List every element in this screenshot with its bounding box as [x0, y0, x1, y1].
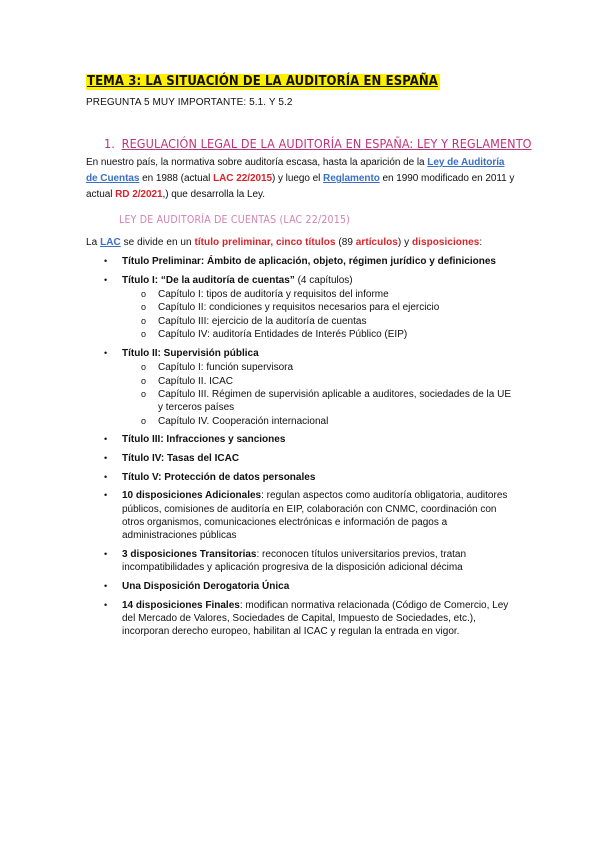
lac-structure-list [86, 255, 516, 644]
intro-paragraph [86, 155, 516, 203]
sub-list-item [86, 361, 516, 374]
lac-text: La [86, 237, 101, 248]
lac-text: ) y [397, 237, 413, 248]
item-derogatoria: Una Disposición Derogatoria Única [122, 581, 290, 593]
item-titulo-preliminar: Título Preliminar: Ámbito de aplicación, objeto, régimen jurídico y definiciones [122, 256, 496, 267]
circle-bullet-icon: o [141, 329, 147, 340]
link-lac[interactable]: LAC [100, 237, 121, 248]
bullet-icon: • [104, 274, 108, 285]
item-note: (4 capítulos) [294, 274, 353, 286]
sub-list-item [86, 415, 516, 428]
subtitle-note: PREGUNTA 5 MUY IMPORTANTE: 5.1. Y 5.2 [86, 97, 293, 108]
list-item [86, 255, 516, 268]
list-item [86, 433, 516, 446]
sub-list [122, 288, 516, 342]
item-transitorias-label: 3 disposiciones Transitorias [122, 549, 257, 561]
lac-highlight-titulos: título preliminar, cinco títulos [194, 237, 336, 248]
intro-text: En nuestro país, la normativa sobre auditoría escasa, hasta la aparición de la [86, 157, 428, 168]
lac-reference: LAC 22/2015 [213, 173, 272, 184]
item-titulo-v: Título V: Protección de datos personales [122, 471, 316, 483]
item-titulo-iv: Título IV: Tasas del ICAC [122, 453, 240, 465]
item-finales-text: : modifican normativa relacionada (Código de Comercio, Ley del Mercado de Valores, Sociedades de Capital, Impuesto de Sociedades, etc.), incorporan derecho europeo, habilitan al ICAC y regulan la entrada en vigor. [122, 599, 509, 638]
bullet-icon: • [104, 490, 108, 501]
sub-item-text: Capítulo II: condiciones y requisitos necesarios para el ejercicio [158, 302, 440, 314]
sub-item-text: Capítulo I: función supervisora [158, 362, 294, 374]
link-reglamento[interactable]: Reglamento [323, 173, 380, 184]
rd-reference: RD 2/2021 [115, 189, 163, 200]
item-adicionales-label: 10 disposiciones Adicionales [122, 490, 262, 502]
subsection-heading-lac: LEY DE AUDITORÍA DE CUENTAS (LAC 22/2015) [119, 214, 351, 226]
intro-text: ) y luego el [272, 173, 324, 184]
sub-item-text: Capítulo IV. Cooperación internacional [158, 415, 329, 427]
list-item [86, 471, 516, 484]
bullet-icon: • [104, 471, 108, 482]
intro-text: ,) que desarrolla la Ley. [162, 189, 265, 200]
lac-highlight-articulos: artículos [355, 237, 398, 248]
sub-item-text: Capítulo III: ejercicio de la auditoría de cuentas [158, 315, 367, 327]
section-number: 1. [104, 136, 115, 151]
circle-bullet-icon: o [141, 375, 147, 386]
item-transitorias-text: : reconocen títulos universitarios previos, tratan incompatibilidades y aplicación progresiva de la disposición adicional décima [122, 549, 467, 574]
sub-item-text: Capítulo IV: auditoría Entidades de Interés Público (EIP) [158, 329, 408, 341]
document-title [86, 74, 440, 89]
section-heading-text: REGULACIÓN LEGAL DE LA AUDITORÍA EN ESPAÑA: LEY Y REGLAMENTO [121, 136, 532, 151]
list-item [86, 599, 516, 639]
list-item [86, 548, 516, 575]
item-titulo-iii: Título III: Infracciones y sanciones [122, 434, 286, 446]
circle-bullet-icon: o [141, 315, 147, 326]
item-adicionales-text: : regulan aspectos como auditoría obligatoria, auditores públicos, comisiones de auditoría en EIP, colaboración con CNMC, coordinación con otros organismos, comunicaciones electrónicas e información de pagos a administraciones públicas [122, 490, 508, 542]
item-finales-label: 14 disposiciones Finales [122, 599, 240, 611]
sub-list [122, 361, 516, 428]
sub-item-text: Capítulo III. Régimen de supervisión aplicable a auditores, sociedades de la UE y terceros países [158, 389, 511, 414]
list-item [86, 347, 516, 428]
sub-list-item [86, 315, 516, 328]
item-titulo-ii: Título II: Supervisión pública [122, 347, 259, 359]
sub-item-text: Capítulo I: tipos de auditoría y requisitos del informe [158, 289, 389, 300]
lac-text: se divide en un [120, 237, 195, 248]
list-item [86, 452, 516, 465]
circle-bullet-icon: o [141, 389, 147, 400]
sub-list-item [86, 288, 516, 301]
lac-structure-line [86, 237, 482, 248]
circle-bullet-icon: o [141, 362, 147, 373]
link-ley-auditoria[interactable]: Ley de Auditoría de Cuentas [86, 157, 505, 184]
lac-text: (89 [335, 237, 356, 248]
section-heading-regulacion [104, 136, 532, 151]
lac-highlight-disposiciones: disposiciones [412, 237, 480, 248]
bullet-icon: • [104, 581, 108, 592]
bullet-icon: • [104, 347, 108, 358]
intro-text: en 1988 (actual [139, 173, 214, 184]
lac-text: : [479, 237, 483, 248]
bullet-icon: • [104, 599, 108, 610]
circle-bullet-icon: o [141, 302, 147, 313]
list-item [86, 580, 516, 593]
circle-bullet-icon: o [141, 415, 147, 426]
sub-list-item [86, 301, 516, 314]
sub-list-item [86, 388, 516, 415]
circle-bullet-icon: o [141, 289, 147, 299]
sub-item-text: Capítulo II. ICAC [158, 375, 234, 387]
title-highlight: TEMA 3: LA SITUACIÓN DE LA AUDITORÍA EN ESPAÑA [87, 74, 438, 89]
bullet-icon: • [104, 434, 108, 445]
bullet-icon: • [104, 453, 108, 464]
list-item [86, 489, 516, 543]
bullet-icon: • [104, 256, 108, 266]
item-titulo-i: Título I: “De la auditoría de cuentas” [122, 274, 295, 286]
sub-list-item [86, 328, 516, 341]
list-item [86, 274, 516, 342]
bullet-icon: • [104, 549, 108, 560]
sub-list-item [86, 375, 516, 388]
intro-text: en 1990 modificado en 2011 y actual [86, 173, 515, 200]
